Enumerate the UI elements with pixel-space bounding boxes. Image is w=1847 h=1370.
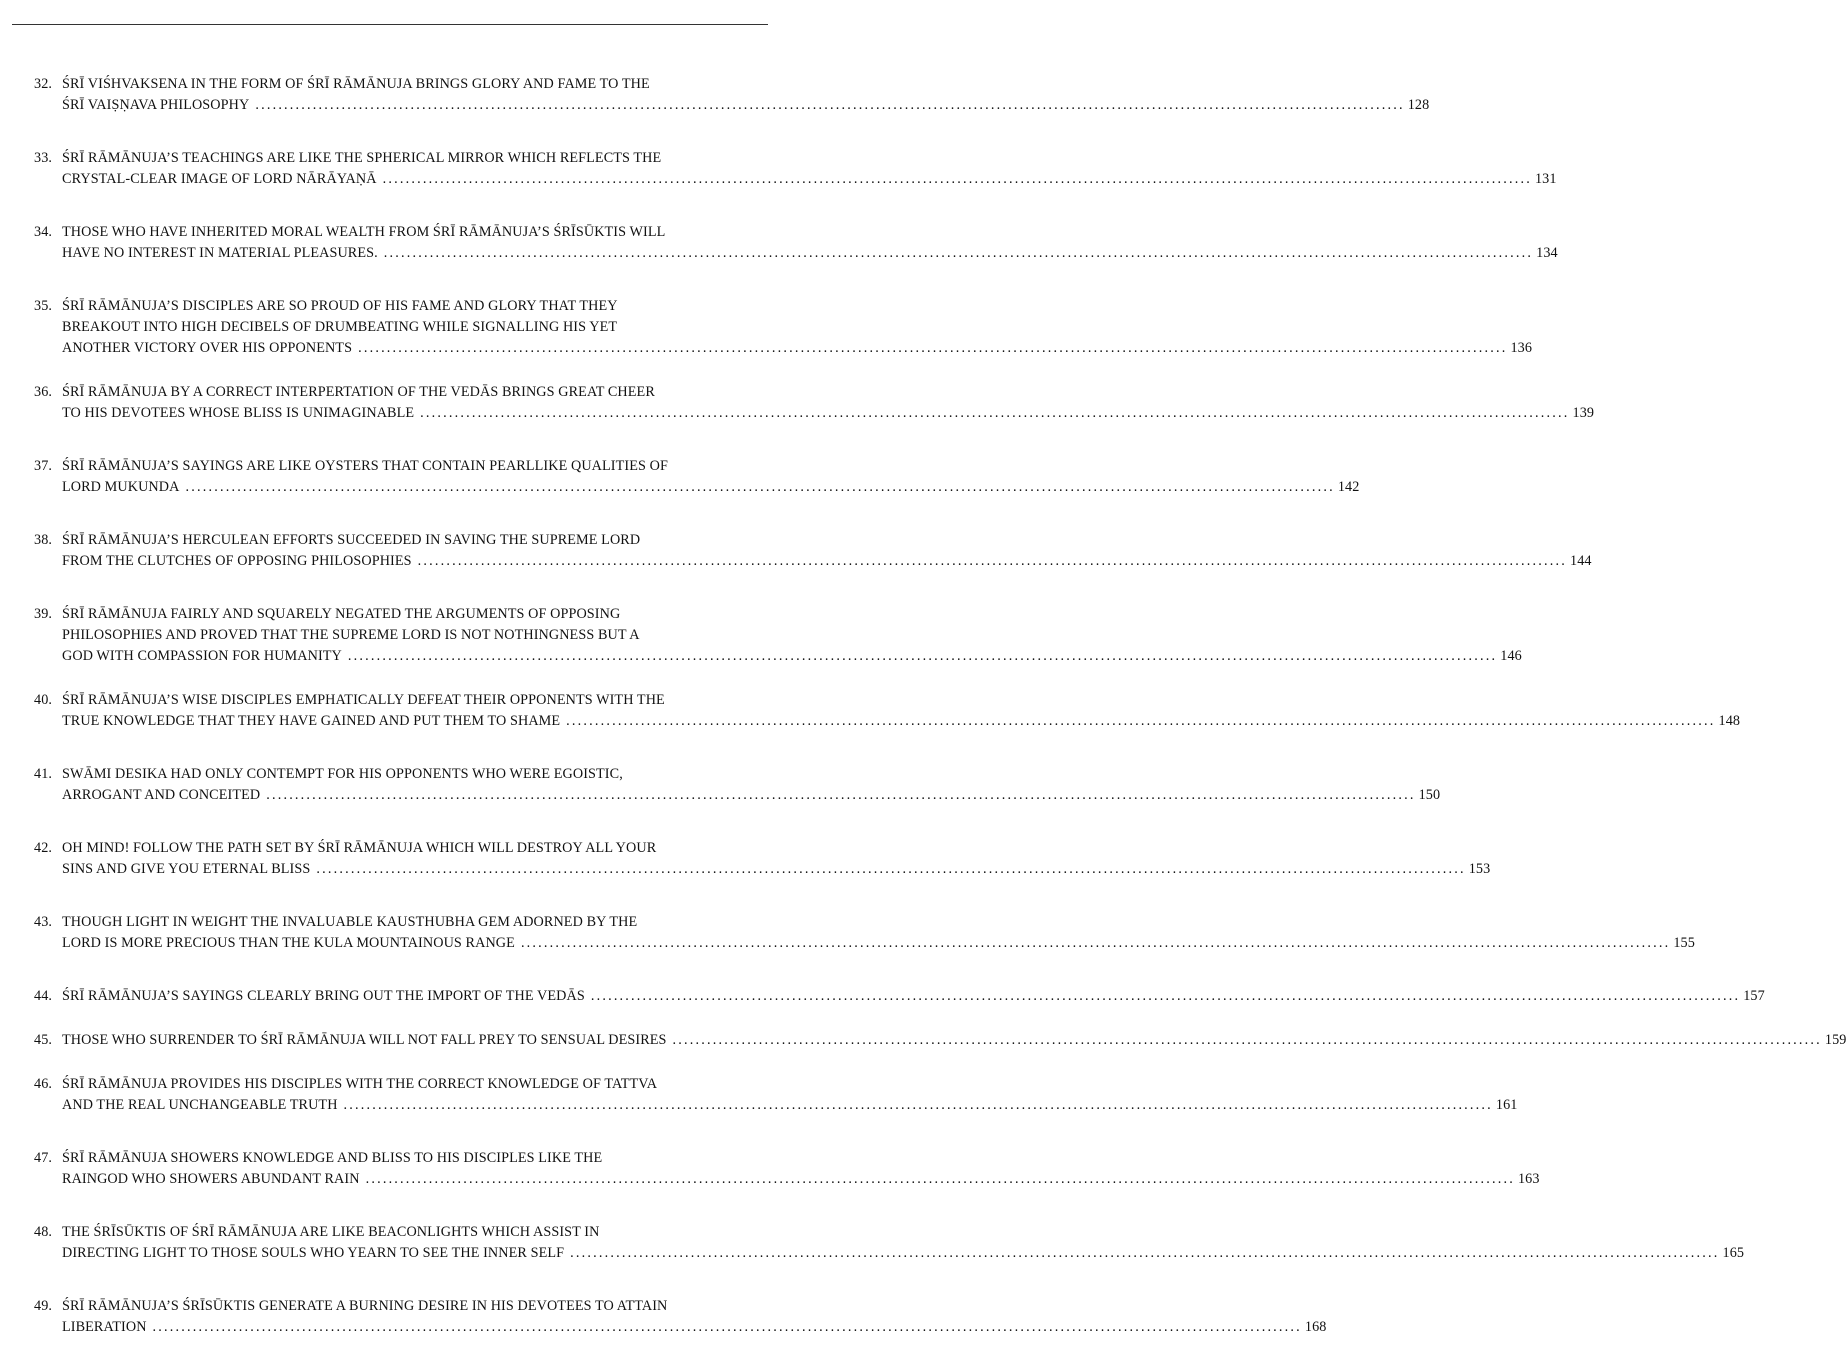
toc-entry[interactable]	[34, 456, 1360, 498]
entry-last-line	[62, 338, 1533, 359]
dot-leader: ........................................................................................................................................................................................................	[420, 405, 1570, 421]
entry-number: 33.	[34, 150, 53, 166]
dot-leader: ........................................................................................................................................................................................................	[570, 1245, 1720, 1261]
entry-title	[62, 296, 1533, 359]
entry-title-line: ŚRĪ RĀMĀNUJA’S SAYINGS ARE LIKE OYSTERS THAT CONTAIN PEARLLIKE QUALITIES OF	[62, 458, 668, 474]
entry-number: 37.	[34, 458, 53, 474]
entry-title-line: ŚRĪ RĀMĀNUJA’S TEACHINGS ARE LIKE THE SPHERICAL MIRROR WHICH REFLECTS THE	[62, 150, 662, 166]
entry-title	[62, 1074, 1518, 1116]
entry-last-line	[62, 711, 1741, 732]
entry-number: 46.	[34, 1076, 53, 1092]
entry-title-line: ŚRĪ RĀMĀNUJA’S HERCULEAN EFFORTS SUCCEEDED IN SAVING THE SUPREME LORD	[62, 532, 641, 548]
entry-last-line	[62, 933, 1695, 954]
entry-last-line	[62, 646, 1522, 667]
page-number: 163	[1517, 1171, 1540, 1187]
page-number: 144	[1570, 553, 1592, 569]
entry-title	[62, 604, 1522, 667]
page-number: 146	[1500, 648, 1522, 664]
dot-leader: ........................................................................................................................................................................................................	[152, 1319, 1302, 1335]
entry-title-line: ŚRĪ RĀMĀNUJA SHOWERS KNOWLEDGE AND BLISS TO HIS DISCIPLES LIKE THE	[62, 1150, 603, 1166]
entry-title-line: ŚRĪ RĀMĀNUJA’S DISCIPLES ARE SO PROUD OF HIS FAME AND GLORY THAT THEY	[62, 298, 618, 314]
page-number: 150	[1418, 787, 1441, 803]
entry-title-line: FROM THE CLUTCHES OF OPPOSING PHILOSOPHIES	[62, 553, 412, 569]
entry-last-line	[62, 859, 1491, 880]
entry-title-line: TO HIS DEVOTEES WHOSE BLISS IS UNIMAGINABLE	[62, 405, 415, 421]
entry-title-line: ŚRĪ RĀMĀNUJA PROVIDES HIS DISCIPLES WITH THE CORRECT KNOWLEDGE OF TATTVA	[62, 1076, 658, 1092]
entry-title-line: LIBERATION	[62, 1319, 147, 1335]
toc-entry[interactable]	[34, 764, 1441, 806]
page-number: 157	[1743, 988, 1765, 1004]
page-number: 155	[1673, 935, 1695, 951]
toc-entry[interactable]	[34, 222, 1558, 264]
entry-title-line: LORD IS MORE PRECIOUS THAN THE KULA MOUNTAINOUS RANGE	[62, 935, 515, 951]
entry-title-line: THOSE WHO HAVE INHERITED MORAL WEALTH FROM ŚRĪ RĀMĀNUJA’S ŚRĪSŪKTIS WILL	[62, 224, 666, 240]
entry-title	[62, 838, 1491, 880]
dot-leader: ........................................................................................................................................................................................................	[358, 340, 1508, 356]
entry-title	[62, 222, 1558, 264]
page-number: 142	[1337, 479, 1360, 495]
dot-leader: ........................................................................................................................................................................................................	[672, 1032, 1822, 1048]
entry-title-line: TRUE KNOWLEDGE THAT THEY HAVE GAINED AND PUT THEM TO SHAME	[62, 713, 561, 729]
entry-last-line	[62, 1317, 1327, 1338]
toc-entry[interactable]	[34, 1030, 1847, 1051]
entry-title	[62, 1296, 1327, 1338]
entry-number: 40.	[34, 692, 53, 708]
entry-title	[62, 148, 1557, 190]
toc-entry[interactable]	[34, 74, 1430, 116]
page-number: 131	[1534, 171, 1557, 187]
entry-last-line	[62, 403, 1595, 424]
entry-title	[62, 74, 1430, 116]
page-number: 168	[1304, 1319, 1327, 1335]
dot-leader: ........................................................................................................................................................................................................	[266, 787, 1416, 803]
entry-title-line: ŚRĪ VAIṢṆAVA PHILOSOPHY	[62, 97, 250, 113]
entry-last-line	[62, 1243, 1745, 1264]
toc-entry[interactable]	[34, 530, 1592, 572]
toc-entry[interactable]	[34, 912, 1695, 954]
page-number: 139	[1572, 405, 1595, 421]
entry-number: 42.	[34, 840, 53, 856]
toc-entry[interactable]	[34, 382, 1595, 424]
top-rule	[12, 24, 768, 25]
entry-last-line	[62, 477, 1360, 498]
dot-leader: ........................................................................................................................................................................................................	[347, 648, 1498, 664]
entry-title-line: ŚRĪ RĀMĀNUJA’S SAYINGS CLEARLY BRING OUT THE IMPORT OF THE VEDĀS	[62, 988, 585, 1004]
entry-last-line	[62, 551, 1592, 572]
toc-entry[interactable]	[34, 148, 1557, 190]
entry-title	[62, 1222, 1745, 1264]
dot-leader: ........................................................................................................................................................................................................	[590, 988, 1741, 1004]
entry-number: 44.	[34, 988, 53, 1004]
page-number: 148	[1718, 713, 1741, 729]
entry-last-line	[62, 785, 1441, 806]
dot-leader: ........................................................................................................................................................................................................	[316, 861, 1466, 877]
dot-leader: ........................................................................................................................................................................................................	[417, 553, 1567, 569]
entry-title	[62, 912, 1695, 954]
entry-title-line: HAVE NO INTEREST IN MATERIAL PLEASURES.	[62, 245, 378, 261]
entry-last-line	[62, 95, 1430, 116]
entry-number: 45.	[34, 1032, 53, 1048]
entry-title-line: ARROGANT AND CONCEITED	[62, 787, 261, 803]
entry-last-line	[62, 1095, 1518, 1116]
entry-number: 49.	[34, 1298, 53, 1314]
entry-title	[62, 530, 1592, 572]
entry-number: 34.	[34, 224, 53, 240]
dot-leader: ........................................................................................................................................................................................................	[566, 713, 1716, 729]
entry-number: 39.	[34, 606, 53, 622]
entry-title-line: ŚRĪ RĀMĀNUJA FAIRLY AND SQUARELY NEGATED THE ARGUMENTS OF OPPOSING	[62, 606, 621, 622]
entry-number: 43.	[34, 914, 53, 930]
toc-entry[interactable]	[34, 1074, 1518, 1116]
dot-leader: ........................................................................................................................................................................................................	[343, 1097, 1493, 1113]
entry-title-line: DIRECTING LIGHT TO THOSE SOULS WHO YEARN TO SEE THE INNER SELF	[62, 1245, 565, 1261]
page-number: 134	[1536, 245, 1558, 261]
entry-number: 47.	[34, 1150, 53, 1166]
entry-number: 41.	[34, 766, 53, 782]
entry-number: 32.	[34, 76, 53, 92]
table-of-contents	[34, 74, 1847, 1370]
dot-leader: ........................................................................................................................................................................................................	[255, 97, 1405, 113]
entry-title	[62, 764, 1441, 806]
dot-leader: ........................................................................................................................................................................................................	[520, 935, 1671, 951]
entry-title-line: ANOTHER VICTORY OVER HIS OPPONENTS	[62, 340, 353, 356]
entry-title	[62, 1148, 1540, 1190]
entry-number: 38.	[34, 532, 53, 548]
dot-leader: ........................................................................................................................................................................................................	[383, 245, 1534, 261]
page-number: 165	[1722, 1245, 1745, 1261]
dot-leader: ........................................................................................................................................................................................................	[185, 479, 1335, 495]
toc-entry[interactable]	[34, 1148, 1540, 1190]
page-number: 136	[1510, 340, 1533, 356]
entry-title	[62, 1030, 1847, 1051]
entry-title-line: PHILOSOPHIES AND PROVED THAT THE SUPREME LORD IS NOT NOTHINGNESS BUT A	[62, 627, 640, 643]
entry-title	[62, 690, 1741, 732]
entry-title-line: THE ŚRĪSŪKTIS OF ŚRĪ RĀMĀNUJA ARE LIKE BEACONLIGHTS WHICH ASSIST IN	[62, 1224, 600, 1240]
entry-number: 35.	[34, 298, 53, 314]
entry-title-line: THOUGH LIGHT IN WEIGHT THE INVALUABLE KAUSTHUBHA GEM ADORNED BY THE	[62, 914, 638, 930]
dot-leader: ........................................................................................................................................................................................................	[365, 1171, 1515, 1187]
page-number: 159	[1824, 1032, 1847, 1048]
entry-title-line: SWĀMI DESIKA HAD ONLY CONTEMPT FOR HIS OPPONENTS WHO WERE EGOISTIC,	[62, 766, 623, 782]
entry-last-line	[62, 1169, 1540, 1190]
entry-last-line	[62, 1030, 1847, 1051]
entry-last-line	[62, 243, 1558, 264]
entry-title-line: ŚRĪ RĀMĀNUJA’S WISE DISCIPLES EMPHATICALLY DEFEAT THEIR OPPONENTS WITH THE	[62, 692, 665, 708]
dot-leader: ........................................................................................................................................................................................................	[382, 171, 1532, 187]
toc-entry[interactable]	[34, 986, 1765, 1007]
entry-number: 36.	[34, 384, 53, 400]
entry-title-line: RAINGOD WHO SHOWERS ABUNDANT RAIN	[62, 1171, 360, 1187]
toc-entry[interactable]	[34, 604, 1522, 667]
entry-number: 48.	[34, 1224, 53, 1240]
entry-title	[62, 382, 1595, 424]
entry-title-line: ŚRĪ RĀMĀNUJA’S ŚRĪSŪKTIS GENERATE A BURNING DESIRE IN HIS DEVOTEES TO ATTAIN	[62, 1298, 668, 1314]
entry-title	[62, 986, 1765, 1007]
entry-title-line: CRYSTAL-CLEAR IMAGE OF LORD NĀRĀYAṆĀ	[62, 171, 377, 187]
entry-title-line: BREAKOUT INTO HIGH DECIBELS OF DRUMBEATING WHILE SIGNALLING HIS YET	[62, 319, 618, 335]
entry-title-line: AND THE REAL UNCHANGEABLE TRUTH	[62, 1097, 338, 1113]
entry-title-line: SINS AND GIVE YOU ETERNAL BLISS	[62, 861, 311, 877]
page-number: 161	[1495, 1097, 1518, 1113]
toc-entry[interactable]	[34, 1222, 1745, 1264]
toc-entry[interactable]	[34, 838, 1491, 880]
toc-entry[interactable]	[34, 690, 1741, 732]
entry-title-line: LORD MUKUNDA	[62, 479, 180, 495]
entry-title-line: ŚRĪ VIŚHVAKSENA IN THE FORM OF ŚRĪ RĀMĀNUJA BRINGS GLORY AND FAME TO THE	[62, 76, 650, 92]
entry-title-line: OH MIND! FOLLOW THE PATH SET BY ŚRĪ RĀMĀNUJA WHICH WILL DESTROY ALL YOUR	[62, 840, 657, 856]
entry-title-line: GOD WITH COMPASSION FOR HUMANITY	[62, 648, 342, 664]
entry-title-line: ŚRĪ RĀMĀNUJA BY A CORRECT INTERPERTATION OF THE VEDĀS BRINGS GREAT CHEER	[62, 384, 655, 400]
entry-title-line: THOSE WHO SURRENDER TO ŚRĪ RĀMĀNUJA WILL NOT FALL PREY TO SENSUAL DESIRES	[62, 1032, 667, 1048]
page-number: 153	[1468, 861, 1491, 877]
entry-last-line	[62, 986, 1765, 1007]
toc-entry[interactable]	[34, 296, 1533, 359]
entry-title	[62, 456, 1360, 498]
page-number: 128	[1407, 97, 1430, 113]
entry-last-line	[62, 169, 1557, 190]
toc-entry[interactable]	[34, 1296, 1327, 1338]
